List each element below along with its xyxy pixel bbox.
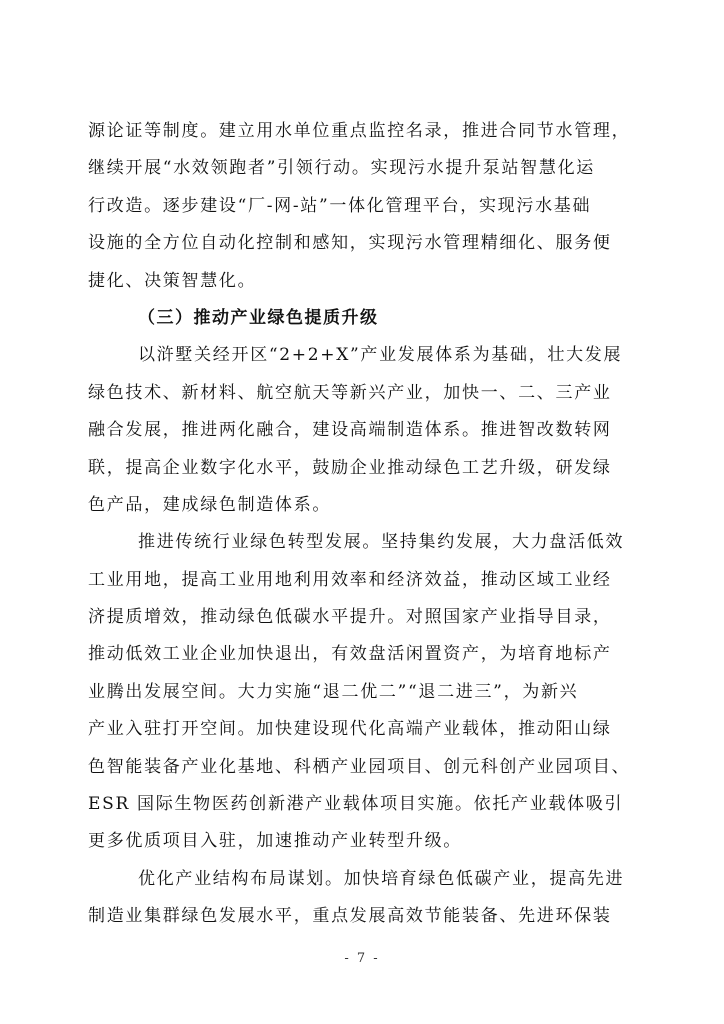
text-line: 联，提高企业数字化水平，鼓励企业推动绿色工艺升级，研发绿 xyxy=(88,457,612,478)
text-line: 捷化、决策智慧化。 xyxy=(88,270,257,291)
text-line: 业腾出发展空间。大力实施“退二优二”“退二进三”，为新兴 xyxy=(88,681,579,702)
text-line: 行改造。逐步建设“厂-网-站”一体化管理平台，实现污水基础 xyxy=(88,195,592,216)
text-line: 融合发展，推进两化融合，建设高端制造体系。推进智改数转网 xyxy=(88,420,612,441)
section-heading: （三）推动产业绿色提质升级 xyxy=(138,307,379,328)
text-line: 绿色技术、新材料、航空航天等新兴产业，加快一、二、三产业 xyxy=(88,382,612,403)
text-line: 推进传统行业绿色转型发展。坚持集约发展，大力盘活低效 xyxy=(138,532,625,553)
text-line: 源论证等制度。建立用水单位重点监控名录，推进合同节水管理， xyxy=(88,121,631,141)
document-body xyxy=(88,113,638,936)
text-line: 以浒墅关经开区“2+2+X”产业发展体系为基础，壮大发展 xyxy=(138,345,623,366)
text-line: 继续开展“水效领跑者”引领行动。实现污水提升泵站智慧化运 xyxy=(88,158,595,179)
text-line: 色产品，建成绿色制造体系。 xyxy=(88,494,332,515)
text-line: 设施的全方位自动化控制和感知，实现污水管理精细化、服务便 xyxy=(88,233,612,254)
paragraph-industry-system xyxy=(88,337,638,524)
text-line: 推动低效工业企业加快退出，有效盘活闲置资产，为培育地标产 xyxy=(88,644,612,665)
text-line: 工业用地，提高工业用地利用效率和经济效益，推动区域工业经 xyxy=(88,569,612,590)
paragraph-industry-structure xyxy=(88,861,638,936)
text-line: 济提质增效，推动绿色低碳水平提升。对照国家产业指导目录， xyxy=(88,607,612,628)
text-line: 产业入驻打开空间。加快建设现代化高端产业载体，推动阳山绿 xyxy=(88,719,612,740)
text-line: 制造业集群绿色发展水平，重点发展高效节能装备、先进环保装 xyxy=(88,906,612,927)
text-line: 更多优质项目入驻，加速推动产业转型升级。 xyxy=(88,831,462,852)
paragraph-traditional-industry xyxy=(88,524,638,861)
text-line: 色智能装备产业化基地、科栖产业园项目、创元科创产业园项目、 xyxy=(88,756,631,777)
paragraph-water-management xyxy=(88,113,638,300)
page-number: - 7 - xyxy=(344,951,380,966)
text-line: 优化产业结构布局谋划。加快培育绿色低碳产业，提高先进 xyxy=(138,868,625,889)
text-line: ESR 国际生物医药创新港产业载体项目实施。依托产业载体吸引 xyxy=(88,794,624,815)
